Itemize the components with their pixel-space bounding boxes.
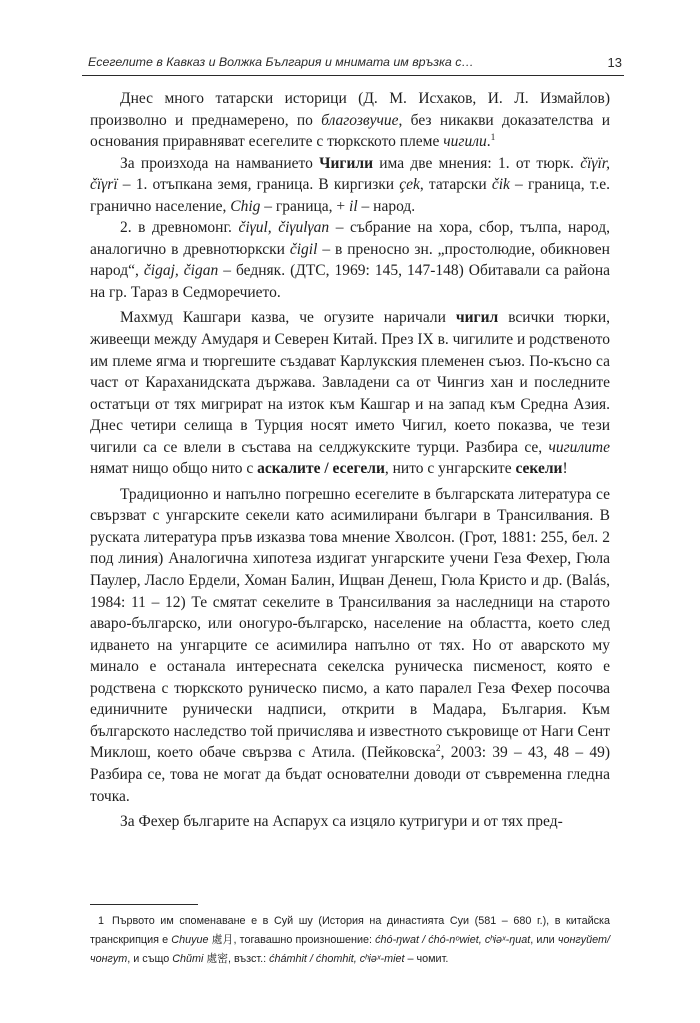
text-run: çek (399, 176, 420, 194)
paragraph (90, 153, 610, 218)
paragraph (90, 811, 610, 833)
text-run: чигилите (548, 438, 610, 456)
page-number: 13 (607, 55, 622, 70)
text-run: 處月, тогавашно произношение: (208, 934, 376, 946)
text-run: , или (530, 934, 558, 946)
paragraph (90, 484, 610, 807)
text-run: – чомит. (404, 953, 449, 965)
text-run: il (349, 197, 358, 215)
text-run: ! (562, 460, 568, 478)
running-head-title: Есегелите в Кавказ и Волжка България и мнимата им връзка с… (88, 55, 474, 69)
text-run: За произхода на намванието (120, 154, 320, 172)
footnote-text (90, 915, 610, 965)
body-text (90, 88, 610, 833)
footnote-ref[interactable]: 1 (490, 132, 496, 143)
text-run: ćhó-ŋwat / ćhó-nᵒwiet, cʰiəˣ-ŋuat (375, 934, 531, 946)
text-run: – граница, т.е. гранично население, (90, 176, 610, 215)
text-run: чонгуйет/чонгут (90, 934, 610, 965)
text-run: нямат нищо общо нито с (90, 460, 258, 478)
text-run: 2. в древномонг. (120, 219, 239, 237)
text-run: 處密, възст.: (203, 953, 270, 965)
text-run: чигили (443, 133, 487, 151)
text-run: čiγul, čiγulγan (238, 219, 330, 237)
text-run: благозвучие (321, 111, 399, 129)
text-run: ćhámhit / ćhomhit, cʰiəˣ-miet (269, 953, 405, 965)
text-run: , нито с унгарските (384, 460, 516, 478)
text-run: , 2003: 39 – 43, 48 – 49) Разбира се, това не могат да бъдат основателни доводи от съвременна гледна точка. (90, 744, 611, 805)
text-run: Chig (230, 197, 261, 215)
text-run: секели (515, 460, 563, 478)
text-run: – граница, + (260, 197, 350, 215)
text-run: , и също (127, 953, 173, 965)
footnote (90, 912, 610, 969)
paragraph (90, 88, 610, 153)
text-run: čïγïr, čïγrï (90, 154, 610, 194)
text-run: , без никакви доказателства и основания приравняват есегелите с тюркското племе (90, 111, 610, 151)
text-run: чигил (455, 309, 499, 327)
text-run: – бедняк. (ДТС, 1969: 145, 147-148) Обитавали са района на гр. Тараз в Седморечието. (90, 262, 611, 301)
text-run: čik (491, 176, 510, 194)
footnote-number: 1 (98, 915, 105, 927)
text-run: – 1. отъпкана земя, граница. В киргизки (117, 176, 400, 194)
text-run: За Фехер българите на Аспарух са изцяло кутригури и от тях пред- (120, 813, 563, 831)
text-run: – в преносно зн. „простолюдие, обикновен народ“, (90, 240, 610, 280)
text-run: , татарски (419, 176, 492, 194)
text-run: čigil (289, 240, 318, 258)
text-run: аскалите / есегели (257, 460, 385, 478)
paragraph (90, 217, 610, 303)
paragraph (90, 307, 610, 479)
header-rule (82, 75, 624, 76)
text-run: – народ. (357, 197, 416, 215)
text-run: . (486, 133, 491, 151)
text-run: Първото им споменаване е в Суй шу (История на династията Суи (581 – 680 г.), в китайска транскрипция е (90, 915, 610, 946)
text-run: Традиционно и напълно погрешно есегелите в българската литература се свързват с унгарските секели като асимилирани българи в Трансилвания. В руската литература пръв изказва това мнение Хволсон. (Грот, 1881: 255, бел. 2 под линия) Аналогична хипотеза издигат унгарските учени Геза Фехер, Гюла Паулер, Ласло Ердели, Хоман Балин, Ищван Денеш, Гюла Кристо и др. (Balás, 1984: 11 – 12) Те смятат секелите в Трансилвания за наследници на старото аваро-българско, или оногуро-българско, население на областта, което след идването на унгарците се асимилира напълно от тях. Но от аварското му минало е останала интересната секелска руническа писменост, която е родствена с тюркското руническо писмо, а като паралел Геза Фехер посочва единичните рунически надписи, открити в Мадара, България. Към българското наследство той причислява и известното съкровище от Наги Сент Миклош, което обаче свързва с Атила. (Пейковска (90, 485, 610, 762)
text-run: Днес много татарски историци (Д. М. Исхаков, И. Л. Измайлов) произволно и преднамерено, по (90, 90, 610, 129)
text-run: čigaj, čigan (143, 262, 219, 280)
footnote-rule (90, 904, 198, 905)
text-run: Чигили (319, 154, 373, 172)
text-run: Махмуд Кашгари казва, че огузите наричали (120, 309, 456, 327)
text-run: – събрание на хора, сбор, тълпа, народ, аналогично в древнотюркски (90, 219, 610, 258)
text-run: Chŭmi (172, 953, 204, 965)
text-run: Chuyue (171, 934, 209, 946)
text-run: всички тюрки, живеещи между Амударя и Северен Китай. През IX в. чигилите и родственото им племе ягма и тюргешите създават Карлукския племенен съюз. По-късно са част от Караханидската държава. Завладени са от Чингиз хан и последните остатъци от тях мигрират на изток към Кашгар и на запад към Средна Азия. Днес четири селища в Турция носят името Чигил, което показва, че тези чигили са се влели в състава на селджукските турци. Разбира се, (90, 309, 610, 456)
footnote-ref[interactable]: 2 (435, 744, 441, 755)
text-run: има две мнения: 1. от тюрк. (373, 154, 581, 172)
